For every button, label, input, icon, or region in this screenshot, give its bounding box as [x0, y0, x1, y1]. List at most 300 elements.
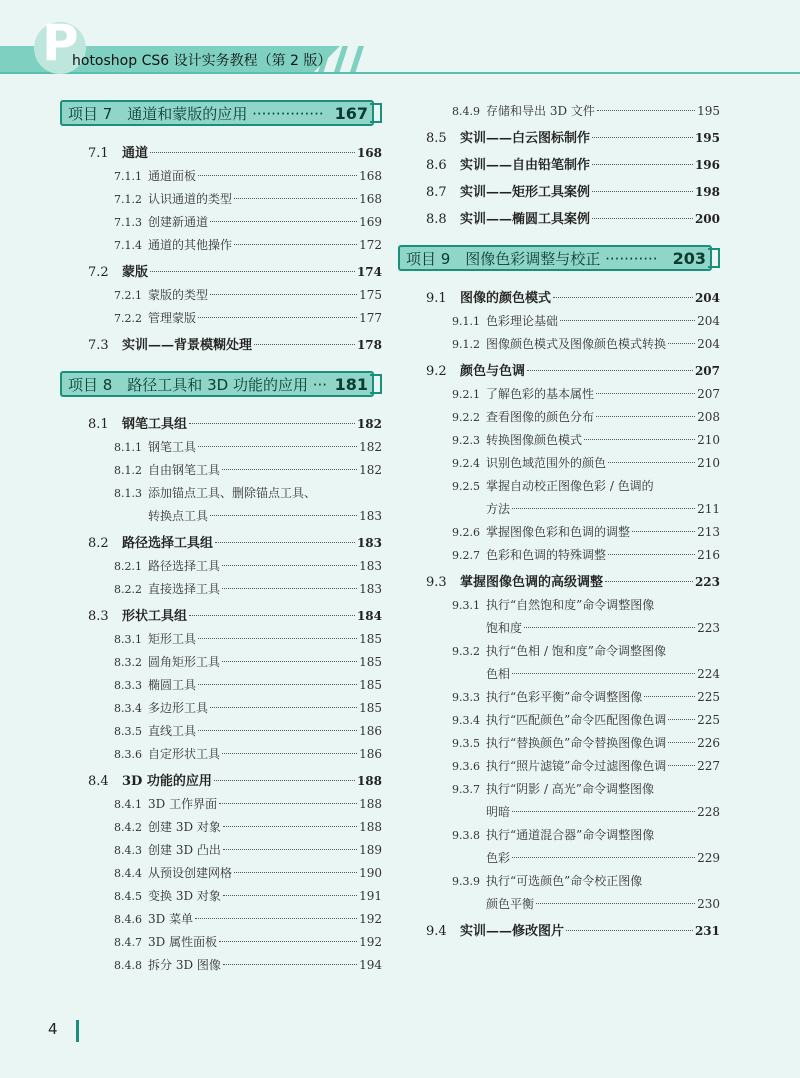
toc-subsection-title: 钢笔工具	[148, 440, 197, 454]
toc-leader-dots	[223, 826, 357, 827]
toc-page-number: 188	[359, 797, 382, 811]
toc-subsection-number: 9.2.4	[452, 457, 480, 470]
toc-section-number: 8.1	[88, 417, 109, 432]
toc-page-number: 185	[359, 701, 382, 715]
toc-subsection-number: 9.2.1	[452, 388, 480, 401]
toc-subsection-number: 9.2.3	[452, 434, 480, 447]
toc-subsection-number: 7.2.2	[114, 312, 142, 325]
toc-section-number: 8.5	[426, 131, 447, 146]
toc-subsection-title: 直线工具	[148, 724, 197, 738]
toc-section-title: 实训——矩形工具案例	[460, 185, 591, 200]
toc-subsection-row	[60, 885, 382, 908]
toc-leader-dots	[215, 542, 355, 543]
toc-subsection-row	[60, 628, 382, 651]
toc-page-number: 172	[359, 238, 382, 252]
toc-subsection-row	[60, 555, 382, 578]
toc-subsection-continuation	[398, 617, 720, 640]
chapter-page: 203	[672, 248, 706, 268]
toc-page-number: 200	[694, 212, 720, 226]
toc-subsection-title: 通道的其他操作	[148, 238, 233, 252]
toc-page-number: 195	[694, 131, 720, 145]
toc-page-number: 182	[359, 440, 382, 454]
toc-subsection-number: 9.3.5	[452, 737, 480, 750]
toc-subsection-row	[398, 100, 720, 123]
toc-subsection-title: 3D 属性面板	[148, 935, 218, 949]
toc-subsection-title: 添加锚点工具、删除锚点工具、	[148, 486, 317, 500]
toc-subsection-title: 多边形工具	[148, 701, 209, 715]
toc-leader-dots	[668, 742, 695, 743]
chapter-title: 项目 9 图像色彩调整与校正 ···········	[406, 249, 658, 268]
toc-subsection-title-cont: 饱和度	[486, 621, 523, 635]
toc-page-number: 178	[356, 338, 382, 352]
toc-subsection-row	[398, 778, 720, 801]
toc-subsection-row	[60, 743, 382, 766]
chapter-page: 181	[334, 374, 368, 394]
toc-section-number: 9.1	[426, 291, 447, 306]
toc-subsection-title: 通道面板	[148, 169, 197, 183]
toc-subsection-number: 7.1.3	[114, 216, 142, 229]
toc-page-number: 227	[697, 759, 720, 773]
toc-subsection-title: 自由钢笔工具	[148, 463, 221, 477]
toc-subsection-title: 圆角矩形工具	[148, 655, 221, 669]
toc-page-number: 226	[697, 736, 720, 750]
toc-leader-dots	[254, 344, 355, 345]
toc-section-title: 实训——椭圆工具案例	[460, 212, 591, 227]
toc-page-number: 204	[694, 291, 720, 305]
chapter-heading-box	[60, 100, 374, 126]
toc-leader-dots	[592, 191, 693, 192]
toc-page-number: 189	[359, 843, 382, 857]
toc-page-number: 229	[697, 851, 720, 865]
toc-leader-dots	[608, 554, 695, 555]
toc-subsection-title: 认识通道的类型	[148, 192, 233, 206]
toc-subsection-number: 9.2.5	[452, 480, 480, 493]
toc-page-number: 188	[356, 774, 382, 788]
toc-subsection-row	[60, 697, 382, 720]
toc-leader-dots	[210, 515, 357, 516]
toc-subsection-title: 管理蒙版	[148, 311, 197, 325]
toc-subsection-title: 掌握图像色彩和色调的调整	[486, 525, 631, 539]
toc-section-row	[60, 770, 382, 793]
toc-subsection-title: 创建 3D 对象	[148, 820, 221, 834]
toc-section-title: 蒙版	[122, 265, 149, 280]
toc-subsection-title-cont: 色相	[486, 667, 511, 681]
toc-page-number: 185	[359, 655, 382, 669]
toc-leader-dots	[512, 857, 695, 858]
toc-subsection-row	[398, 452, 720, 475]
toc-subsection-number: 8.4.4	[114, 867, 142, 880]
toc-leader-dots	[222, 469, 357, 470]
toc-subsection-row	[398, 824, 720, 847]
toc-subsection-row	[60, 165, 382, 188]
toc-leader-dots	[210, 707, 357, 708]
toc-subsection-number: 9.3.6	[452, 760, 480, 773]
toc-subsection-number: 8.4.3	[114, 844, 142, 857]
toc-section-number: 8.2	[88, 536, 109, 551]
toc-subsection-number: 8.2.2	[114, 583, 142, 596]
toc-page-number: 228	[697, 805, 720, 819]
toc-subsection-row	[60, 954, 382, 977]
toc-section-title: 实训——自由铅笔制作	[460, 158, 591, 173]
toc-leader-dots	[592, 137, 693, 138]
toc-subsection-number: 9.2.2	[452, 411, 480, 424]
toc-page-number: 169	[359, 215, 382, 229]
toc-page-number: 185	[359, 678, 382, 692]
toc-section-number: 7.3	[88, 338, 109, 353]
toc-page-number: 225	[697, 690, 720, 704]
toc-section-row	[398, 208, 720, 231]
toc-section-row	[60, 261, 382, 284]
toc-section-row	[60, 605, 382, 628]
toc-subsection-number: 8.4.7	[114, 936, 142, 949]
toc-subsection-title: 色彩理论基础	[486, 314, 559, 328]
toc-leader-dots	[223, 849, 357, 850]
toc-subsection-row	[398, 594, 720, 617]
toc-subsection-number: 7.2.1	[114, 289, 142, 302]
header-rule	[0, 72, 800, 74]
toc-page-number: 230	[697, 897, 720, 911]
toc-subsection-title-cont: 色彩	[486, 851, 511, 865]
toc-section-row	[398, 287, 720, 310]
toc-leader-dots	[150, 152, 355, 153]
toc-subsection-row	[398, 686, 720, 709]
toc-page-number: 216	[697, 548, 720, 562]
toc-subsection-number: 9.2.6	[452, 526, 480, 539]
toc-subsection-row	[60, 720, 382, 743]
toc-subsection-number: 9.3.1	[452, 599, 480, 612]
toc-subsection-title: 执行“照片滤镜”命令过滤图像色调	[486, 759, 667, 773]
toc-leader-dots	[668, 343, 695, 344]
chapter-heading	[60, 100, 382, 128]
chapter-title: 项目 7 通道和蒙版的应用 ···············	[68, 104, 324, 123]
toc-subsection-row	[60, 307, 382, 330]
toc-subsection-number: 8.1.3	[114, 487, 142, 500]
toc-page-number: 182	[356, 417, 382, 431]
toc-subsection-number: 8.1.2	[114, 464, 142, 477]
toc-subsection-row	[60, 674, 382, 697]
toc-leader-dots	[222, 661, 357, 662]
toc-subsection-title: 路径选择工具	[148, 559, 221, 573]
toc-section-title: 路径选择工具组	[122, 536, 214, 551]
toc-leader-dots	[512, 673, 695, 674]
toc-section-title: 形状工具组	[122, 609, 188, 624]
toc-section-row	[398, 154, 720, 177]
toc-subsection-row	[398, 521, 720, 544]
toc-subsection-number: 8.3.2	[114, 656, 142, 669]
toc-subsection-number: 8.4.6	[114, 913, 142, 926]
page-number: 4	[48, 1020, 79, 1042]
toc-subsection-title: 执行“替换颜色”命令替换图像色调	[486, 736, 667, 750]
toc-page-number: 208	[697, 410, 720, 424]
toc-page-number: 231	[694, 924, 720, 938]
toc-subsection-title: 执行“色相 / 饱和度”命令调整图像	[486, 644, 666, 658]
toc-page-number: 183	[359, 509, 382, 523]
toc-section-number: 7.1	[88, 146, 109, 161]
toc-subsection-title: 执行“通道混合器”命令调整图像	[486, 828, 655, 842]
toc-subsection-number: 9.1.1	[452, 315, 480, 328]
toc-leader-dots	[222, 588, 357, 589]
toc-page-number: 168	[356, 146, 382, 160]
toc-subsection-row	[398, 870, 720, 893]
toc-subsection-row	[398, 732, 720, 755]
chapter-heading-box	[398, 245, 712, 271]
toc-leader-dots	[189, 615, 355, 616]
toc-subsection-title: 矩形工具	[148, 632, 197, 646]
toc-subsection-title: 椭圆工具	[148, 678, 197, 692]
toc-leader-dots	[596, 416, 695, 417]
toc-page-number: 188	[359, 820, 382, 834]
toc-subsection-title: 了解色彩的基本属性	[486, 387, 595, 401]
toc-subsection-title: 执行“阴影 / 高光”命令调整图像	[486, 782, 654, 796]
toc-subsection-title: 变换 3D 对象	[148, 889, 221, 903]
toc-page-number: 198	[694, 185, 720, 199]
chapter-ornament	[708, 248, 720, 268]
toc-subsection-continuation	[398, 498, 720, 521]
toc-subsection-number: 8.1.1	[114, 441, 142, 454]
toc-subsection-title: 掌握自动校正图像色彩 / 色调的	[486, 479, 654, 493]
toc-subsection-row	[398, 475, 720, 498]
toc-leader-dots	[560, 320, 695, 321]
toc-subsection-number: 8.4.5	[114, 890, 142, 903]
toc-page-number: 168	[359, 169, 382, 183]
toc-section-title: 钢笔工具组	[122, 417, 188, 432]
toc-page-number: 168	[359, 192, 382, 206]
toc-section-row	[398, 181, 720, 204]
toc-subsection-title: 转换图像颜色模式	[486, 433, 583, 447]
toc-subsection-title-cont: 转换点工具	[148, 509, 209, 523]
toc-page-number: 207	[697, 387, 720, 401]
toc-subsection-title: 执行“可选颜色”命令校正图像	[486, 874, 643, 888]
toc-leader-dots	[608, 462, 695, 463]
toc-subsection-row	[60, 839, 382, 862]
toc-subsection-row	[398, 429, 720, 452]
toc-subsection-number: 8.4.8	[114, 959, 142, 972]
toc-section-number: 7.2	[88, 265, 109, 280]
toc-subsection-row	[60, 284, 382, 307]
toc-leader-dots	[195, 918, 357, 919]
toc-section-row	[60, 532, 382, 555]
toc-subsection-title: 创建 3D 凸出	[148, 843, 221, 857]
toc-subsection-row	[398, 640, 720, 663]
toc-subsection-title: 从预设创建网格	[148, 866, 233, 880]
toc-subsection-row	[398, 755, 720, 778]
toc-page-number: 211	[697, 502, 720, 516]
toc-page-number: 186	[359, 724, 382, 738]
toc-page-number: 185	[359, 632, 382, 646]
toc-subsection-title: 识别色域范围外的颜色	[486, 456, 607, 470]
toc-leader-dots	[150, 271, 355, 272]
toc-subsection-row	[60, 482, 382, 505]
chapter-ornament	[370, 103, 382, 123]
toc-subsection-row	[60, 816, 382, 839]
toc-leader-dots	[596, 393, 695, 394]
toc-page-number: 195	[697, 104, 720, 118]
toc-subsection-number: 8.3.1	[114, 633, 142, 646]
toc-leader-dots	[524, 627, 695, 628]
toc-section-row	[398, 360, 720, 383]
toc-page-number: 192	[359, 912, 382, 926]
toc-section-title: 颜色与色调	[460, 364, 526, 379]
toc-page-number: 223	[697, 621, 720, 635]
toc-subsection-number: 9.3.9	[452, 875, 480, 888]
toc-subsection-number: 9.2.7	[452, 549, 480, 562]
chapter-ornament	[370, 374, 382, 394]
toc-section-title: 实训——背景模糊处理	[122, 338, 253, 353]
toc-section-number: 9.2	[426, 364, 447, 379]
chapter-heading-box	[60, 371, 374, 397]
toc-subsection-row	[60, 651, 382, 674]
toc-section-title: 实训——修改图片	[460, 924, 565, 939]
chapter-heading	[60, 371, 382, 399]
chapter-title: 项目 8 路径工具和 3D 功能的应用 ···	[68, 375, 328, 394]
toc-page-number: 223	[694, 575, 720, 589]
toc-section-row	[60, 142, 382, 165]
toc-subsection-row	[60, 211, 382, 234]
toc-right-column	[398, 100, 720, 943]
toc-subsection-title-cont: 颜色平衡	[486, 897, 535, 911]
toc-leader-dots	[536, 903, 695, 904]
toc-subsection-row	[60, 862, 382, 885]
toc-section-number: 9.4	[426, 924, 447, 939]
toc-subsection-number: 9.3.3	[452, 691, 480, 704]
toc-subsection-title-cont: 明暗	[486, 805, 511, 819]
toc-subsection-continuation	[398, 893, 720, 916]
toc-subsection-number: 8.3.3	[114, 679, 142, 692]
toc-leader-dots	[214, 780, 355, 781]
toc-section-title: 图像的颜色模式	[460, 291, 552, 306]
toc-page-number: 204	[697, 337, 720, 351]
toc-subsection-number: 9.3.7	[452, 783, 480, 796]
toc-page-number: 204	[697, 314, 720, 328]
toc-page-number: 210	[697, 456, 720, 470]
toc-subsection-title: 创建新通道	[148, 215, 209, 229]
toc-leader-dots	[198, 684, 357, 685]
toc-page-number: 196	[694, 158, 720, 172]
toc-subsection-title: 执行“色彩平衡”命令调整图像	[486, 690, 643, 704]
toc-subsection-title: 自定形状工具	[148, 747, 221, 761]
toc-leader-dots	[219, 803, 357, 804]
toc-page-number: 210	[697, 433, 720, 447]
toc-subsection-row	[60, 578, 382, 601]
toc-leader-dots	[527, 370, 693, 371]
toc-subsection-number: 8.3.6	[114, 748, 142, 761]
toc-subsection-continuation	[60, 505, 382, 528]
toc-subsection-number: 7.1.1	[114, 170, 142, 183]
toc-leader-dots	[198, 730, 357, 731]
toc-subsection-title: 执行“匹配颜色”命令匹配图像色调	[486, 713, 667, 727]
toc-subsection-row	[60, 188, 382, 211]
toc-subsection-continuation	[398, 801, 720, 824]
toc-subsection-row	[398, 310, 720, 333]
toc-subsection-row	[60, 234, 382, 257]
toc-page-number: 174	[356, 265, 382, 279]
header-title: hotoshop CS6 设计实务教程（第 2 版）	[72, 53, 332, 69]
toc-subsection-title: 执行“自然饱和度”命令调整图像	[486, 598, 655, 612]
toc-page-number: 182	[359, 463, 382, 477]
toc-subsection-row	[60, 931, 382, 954]
toc-subsection-title: 拆分 3D 图像	[148, 958, 221, 972]
toc-page-number: 207	[694, 364, 720, 378]
toc-subsection-number: 9.3.8	[452, 829, 480, 842]
toc-leader-dots	[210, 221, 357, 222]
toc-page-number: 184	[356, 609, 382, 623]
toc-section-number: 8.6	[426, 158, 447, 173]
toc-section-number: 8.8	[426, 212, 447, 227]
toc-subsection-title-cont: 方法	[486, 502, 511, 516]
toc-leader-dots	[198, 175, 357, 176]
toc-section-number: 8.3	[88, 609, 109, 624]
toc-subsection-row	[398, 406, 720, 429]
toc-page-number: 225	[697, 713, 720, 727]
toc-subsection-row	[398, 709, 720, 732]
toc-subsection-number: 8.4.2	[114, 821, 142, 834]
toc-leader-dots	[198, 446, 357, 447]
toc-section-number: 9.3	[426, 575, 447, 590]
toc-leader-dots	[234, 198, 357, 199]
toc-page-number: 183	[359, 582, 382, 596]
toc-subsection-number: 8.3.4	[114, 702, 142, 715]
toc-leader-dots	[189, 423, 355, 424]
toc-leader-dots	[553, 297, 693, 298]
toc-leader-dots	[605, 581, 693, 582]
toc-leader-dots	[592, 164, 693, 165]
toc-subsection-number: 9.3.4	[452, 714, 480, 727]
toc-subsection-number: 8.3.5	[114, 725, 142, 738]
toc-subsection-title: 3D 工作界面	[148, 797, 218, 811]
toc-subsection-title: 查看图像的颜色分布	[486, 410, 595, 424]
toc-section-number: 8.4	[88, 774, 109, 789]
toc-subsection-number: 7.1.4	[114, 239, 142, 252]
toc-subsection-number: 9.1.2	[452, 338, 480, 351]
toc-subsection-number: 7.1.2	[114, 193, 142, 206]
toc-subsection-title: 3D 菜单	[148, 912, 194, 926]
toc-section-title: 实训——白云图标制作	[460, 131, 591, 146]
toc-page-number: 194	[359, 958, 382, 972]
toc-subsection-title: 色彩和色调的特殊调整	[486, 548, 607, 562]
toc-page-number: 177	[359, 311, 382, 325]
toc-leader-dots	[592, 218, 693, 219]
toc-subsection-row	[60, 436, 382, 459]
toc-section-row	[398, 127, 720, 150]
toc-leader-dots	[234, 872, 357, 873]
toc-leader-dots	[668, 765, 695, 766]
toc-leader-dots	[234, 244, 357, 245]
toc-leader-dots	[632, 531, 695, 532]
toc-leader-dots	[222, 565, 357, 566]
toc-subsection-row	[398, 544, 720, 567]
header-logo-letter: P	[42, 14, 79, 72]
toc-subsection-row	[398, 333, 720, 356]
toc-leader-dots	[512, 508, 695, 509]
toc-leader-dots	[198, 317, 357, 318]
toc-leader-dots	[584, 439, 695, 440]
toc-section-number: 8.7	[426, 185, 447, 200]
toc-section-row	[60, 413, 382, 436]
toc-subsection-title: 图像颜色模式及图像颜色模式转换	[486, 337, 667, 351]
toc-leader-dots	[668, 719, 695, 720]
toc-section-row	[398, 571, 720, 594]
toc-subsection-title: 蒙版的类型	[148, 288, 209, 302]
toc-leader-dots	[644, 696, 695, 697]
toc-subsection-row	[398, 383, 720, 406]
toc-subsection-row	[60, 459, 382, 482]
toc-leader-dots	[597, 110, 695, 111]
toc-leader-dots	[223, 964, 357, 965]
toc-leader-dots	[566, 930, 693, 931]
toc-subsection-number: 8.4.1	[114, 798, 142, 811]
toc-subsection-number: 8.2.1	[114, 560, 142, 573]
toc-subsection-number: 8.4.9	[452, 105, 480, 118]
